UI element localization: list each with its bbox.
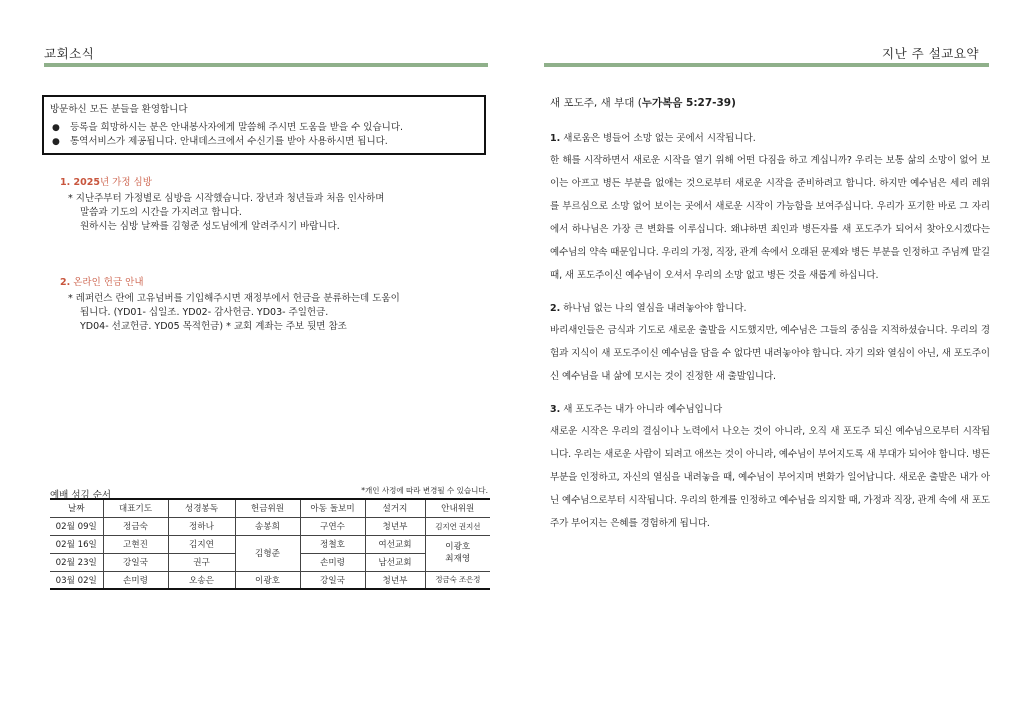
cell-offering: 김형준 <box>235 535 300 571</box>
sermon-section-2 <box>550 301 990 388</box>
col-header: 헌금위원 <box>235 499 300 517</box>
cell-dish: 청년부 <box>365 571 425 589</box>
notice-line: * 지난주부터 가정별로 심방을 시작했습니다. 장년과 청년들과 처음 인사하며 <box>68 193 385 204</box>
cell-prayer: 강일국 <box>103 553 168 571</box>
schedule-title: 예배 섬김 순서 <box>50 490 112 501</box>
bullet-icon: ● <box>52 123 60 133</box>
sermon-title: 새 포도주, 새 부대 (누가복음 5:27-39) <box>550 97 736 109</box>
cell-offering: 송봉희 <box>235 517 300 535</box>
cell-prayer: 정금숙 <box>103 517 168 535</box>
cell-child: 정철호 <box>300 535 365 553</box>
cell-guide: 정금숙 조은정 <box>425 571 490 589</box>
table-row <box>50 535 490 553</box>
schedule-table <box>50 498 490 590</box>
cell-reading: 오송은 <box>168 571 235 589</box>
cell-child: 구연수 <box>300 517 365 535</box>
welcome-box <box>42 95 486 155</box>
section-heading: 2. 하나님 없는 나의 열심을 내려놓아야 합니다. <box>550 303 747 314</box>
col-header: 날짜 <box>50 499 103 517</box>
welcome-list <box>50 121 478 149</box>
col-header: 설거지 <box>365 499 425 517</box>
cell-guide: 김지연 권지선 <box>425 517 490 535</box>
left-header-title: 교회소식 <box>44 46 95 61</box>
cell-dish: 청년부 <box>365 517 425 535</box>
col-header: 아동 돌보미 <box>300 499 365 517</box>
notice-line: YD04- 선교헌금. YD05 목적헌금) * 교회 계좌는 주보 뒷면 참조 <box>80 321 347 332</box>
cell-reading: 정하나 <box>168 517 235 535</box>
schedule-note: *개인 사정에 따라 변경될 수 있습니다. <box>361 486 488 495</box>
col-header: 대표기도 <box>103 499 168 517</box>
notice-line: * 레퍼런스 란에 고유넘버를 기입해주시면 재정부에서 헌금을 분류하는데 도움이 <box>68 293 400 304</box>
cell-date: 02월 23일 <box>50 553 103 571</box>
cell-date: 03월 02일 <box>50 571 103 589</box>
welcome-title: 방문하신 모든 분들을 환영합니다 <box>50 104 188 115</box>
bullet-icon: ● <box>52 137 60 147</box>
notice-home-visit <box>60 176 480 234</box>
table-row <box>50 517 490 535</box>
section-heading: 3. 새 포도주는 내가 아니라 예수님입니다 <box>550 404 723 415</box>
right-page <box>512 0 1023 724</box>
cell-child: 손미령 <box>300 553 365 571</box>
right-header-rule <box>544 63 989 67</box>
cell-dish: 남선교회 <box>365 553 425 571</box>
cell-dish: 여선교회 <box>365 535 425 553</box>
cell-prayer: 손미령 <box>103 571 168 589</box>
left-header-rule <box>44 63 488 67</box>
section-body: 새로운 시작은 우리의 결심이나 노력에서 나오는 것이 아니라, 오직 새 포도주 되신 예수님으로부터 시작됩니다. 우리는 새로운 사람이 되려고 애쓰는 것이 아니라, 예수님이 부어지도록 새 부대가 되어야 합니다. 병든 부분을 인정하고, 자신의 열심을 내려놓을 때, 예수님이 부어지며 변화가 일어납니다. 새로운 출발은 내가 아닌 예수님으로부터 시작됩니다. 우리의 한계를 인정하고 예수님을 의지할 때, 가정과 직장, 관계 속에 새 포도주가 부어지는 은혜를 경험하게 됩니다. <box>550 426 990 529</box>
table-row <box>50 571 490 589</box>
notice-line: 됩니다. (YD01- 십일조. YD02- 감사헌금. YD03- 주일헌금. <box>80 307 329 318</box>
notice-line: 원하시는 심방 날짜를 김형준 성도님에게 알려주시기 바랍니다. <box>80 221 340 232</box>
right-header-title: 지난 주 설교요약 <box>882 46 979 61</box>
cell-date: 02월 16일 <box>50 535 103 553</box>
section-body: 한 해를 시작하면서 새로운 시작을 열기 위해 어떤 다짐을 하고 계십니까? 우리는 보통 삶의 소망이 없어 보이는 아프고 병든 부분을 없애는 것으로부터 새로운 시작을 준비하려고 합니다. 하지만 예수님은 세리 레위를 부르심으로 소망 없어 보이는 곳에서 새로운 시작이 가능함을 보여주십니다. 우리가 포기한 바로 그 자리에서 하나님은 가장 큰 변화를 이루십니다. 왜냐하면 죄인과 병든자를 새 포도주가 되어서 찾아오시겠다는 예수님의 약속 때문입니다. 우리의 가정, 직장, 관계 속에서 오래된 문제와 병든 부분을 인정하고 주님께 맡길 때, 새 포도주이신 예수님이 오셔서 우리의 소망 없고 병든 것을 새롭게 하십니다. <box>550 155 990 281</box>
welcome-item: ● 등록을 희망하시는 분은 안내봉사자에게 말씀해 주시면 도움을 받을 수 있습니다. <box>52 122 404 133</box>
cell-child: 강일국 <box>300 571 365 589</box>
section-heading: 1. 새로움은 병들어 소망 없는 곳에서 시작됩니다. <box>550 133 756 144</box>
sermon-section-3 <box>550 402 990 535</box>
col-header: 안내위원 <box>425 499 490 517</box>
notice-title: 2. 온라인 헌금 안내 <box>60 277 144 288</box>
cell-offering: 이광호 <box>235 571 300 589</box>
table-header-row <box>50 499 490 517</box>
welcome-item: ● 통역서비스가 제공됩니다. 안내데스크에서 수신기를 받아 사용하시면 됩니다. <box>52 136 388 147</box>
col-header: 성경봉독 <box>168 499 235 517</box>
notice-line: 말씀과 기도의 시간을 가지려고 합니다. <box>80 207 242 218</box>
notice-title: 1. 2025년 가정 심방 <box>60 177 152 188</box>
cell-guide: 이광호 최재영 <box>425 535 490 571</box>
cell-date: 02월 09일 <box>50 517 103 535</box>
section-body: 바리새인들은 금식과 기도로 새로운 출발을 시도했지만, 예수님은 그들의 중심을 지적하셨습니다. 우리의 경험과 지식이 새 포도주이신 예수님을 담을 수 없다면 내려놓아야 합니다. 자기 의와 열심이 아닌, 새 포도주이신 예수님을 내 삶에 모시는 것이 진정한 새 출발입니다. <box>550 325 990 382</box>
sermon-section-1 <box>550 131 990 287</box>
cell-reading: 김지연 <box>168 535 235 553</box>
sermon-summary <box>550 95 990 549</box>
cell-reading: 권구 <box>168 553 235 571</box>
notice-online-offering <box>60 276 480 334</box>
cell-prayer: 고현진 <box>103 535 168 553</box>
